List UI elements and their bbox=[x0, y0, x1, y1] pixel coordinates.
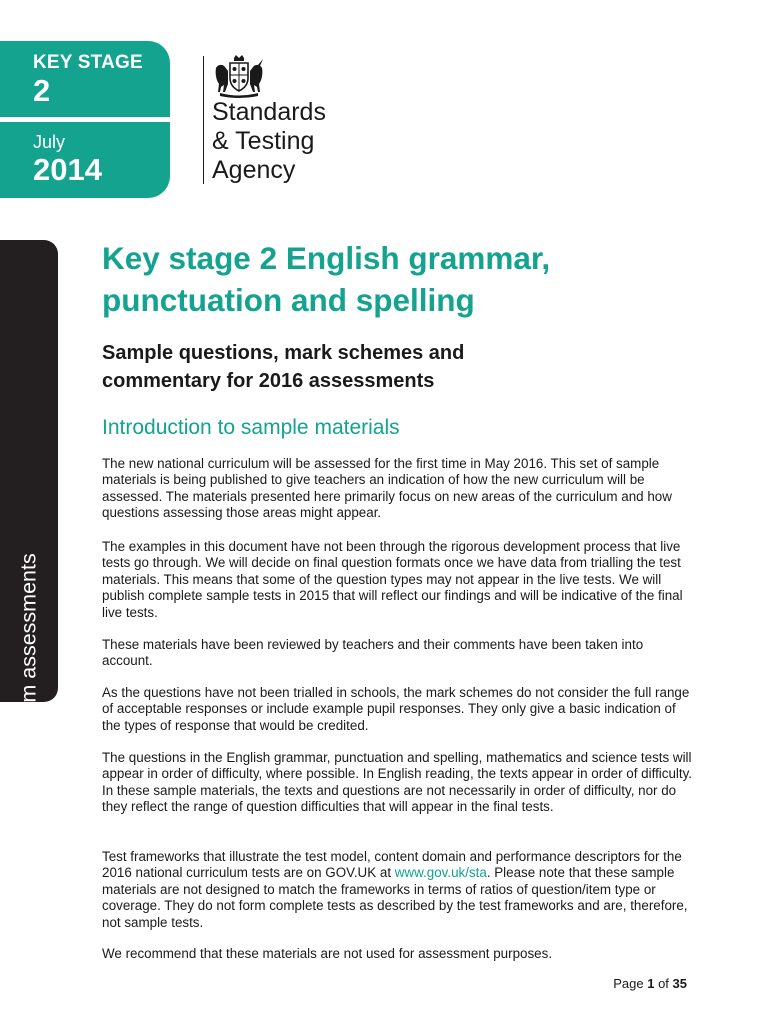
logo-divider bbox=[203, 56, 204, 184]
title-line-1: Key stage 2 English grammar, bbox=[102, 240, 551, 276]
page-number bbox=[613, 976, 687, 991]
key-stage-number: 2 bbox=[33, 73, 51, 108]
paragraph-5: The questions in the English grammar, punctuation and spelling, mathematics and science tests will appear in order of difficulty, where possible. In English reading, the texts appear in order of difficulty. In these sample materials, the texts and questions are not necessarily in order of difficulty, nor do they reflect the range of question difficulties that will appear in the final tests. bbox=[102, 750, 693, 815]
agency-line-2: & Testing bbox=[212, 127, 315, 155]
key-stage-badge bbox=[0, 41, 170, 117]
date-badge bbox=[0, 122, 170, 198]
agency-line-1: Standards bbox=[212, 98, 326, 126]
document-title bbox=[102, 237, 702, 321]
agency-line-3: Agency bbox=[212, 156, 296, 184]
page-current: 1 bbox=[647, 976, 655, 991]
paragraph-6 bbox=[102, 849, 694, 931]
paragraph-6-end: . Please note that these sample materials are not designed to match the frameworks in terms of ratios of question/item type or coverage. They do not form complete tests as described by the test frameworks and are, therefore, not sample tests. bbox=[102, 865, 688, 930]
paragraph-2: The examples in this document have not been through the rigorous development process that live tests go through. We will decide on final question formats once we have data from trialling the test materials. This means that some of the question types may not appear in the live tests. We will publish complete sample tests in 2015 that will reflect our findings and will be indicative of the final live tests. bbox=[102, 539, 683, 620]
royal-coat-of-arms-icon bbox=[212, 54, 266, 98]
paragraph-3: These materials have been reviewed by teachers and their comments have been taken into account. bbox=[102, 637, 644, 669]
date-month: July bbox=[33, 132, 66, 152]
side-tab-label: National curriculum assessments bbox=[16, 553, 41, 869]
section-heading: Introduction to sample materials bbox=[102, 416, 400, 439]
page-of: of bbox=[658, 976, 669, 991]
subtitle-line-1: Sample questions, mark schemes and bbox=[102, 342, 465, 364]
page-label: Page bbox=[613, 976, 644, 991]
side-tab bbox=[0, 240, 58, 869]
date-year: 2014 bbox=[33, 152, 102, 187]
document-subtitle bbox=[102, 339, 702, 395]
gov-uk-link[interactable]: www.gov.uk/sta bbox=[394, 865, 487, 881]
paragraph-7: We recommend that these materials are not used for assessment purposes. bbox=[102, 946, 553, 961]
paragraph-1: The new national curriculum will be assessed for the first time in May 2016. This set of sample materials is being published to give teachers an indication of how the new curriculum will be assessed. The materials presented here primarily focus on new areas of the curriculum and how questions assessing those areas might appear. bbox=[102, 456, 672, 521]
agency-name bbox=[212, 98, 326, 185]
title-line-2: punctuation and spelling bbox=[102, 282, 475, 318]
page-total: 35 bbox=[672, 976, 687, 991]
paragraph-4: As the questions have not been trialled in schools, the mark schemes do not consider the full range of acceptable responses or include example pupil responses. They only give a basic indication of the types of response that would be credited. bbox=[102, 685, 690, 733]
paragraph-6-start: Test frameworks that illustrate the test model, content domain and performance descriptors for the 2016 national curriculum tests are on GOV.UK at bbox=[102, 849, 682, 881]
key-stage-label: KEY STAGE bbox=[33, 52, 143, 73]
subtitle-line-2: commentary for 2016 assessments bbox=[102, 370, 435, 392]
